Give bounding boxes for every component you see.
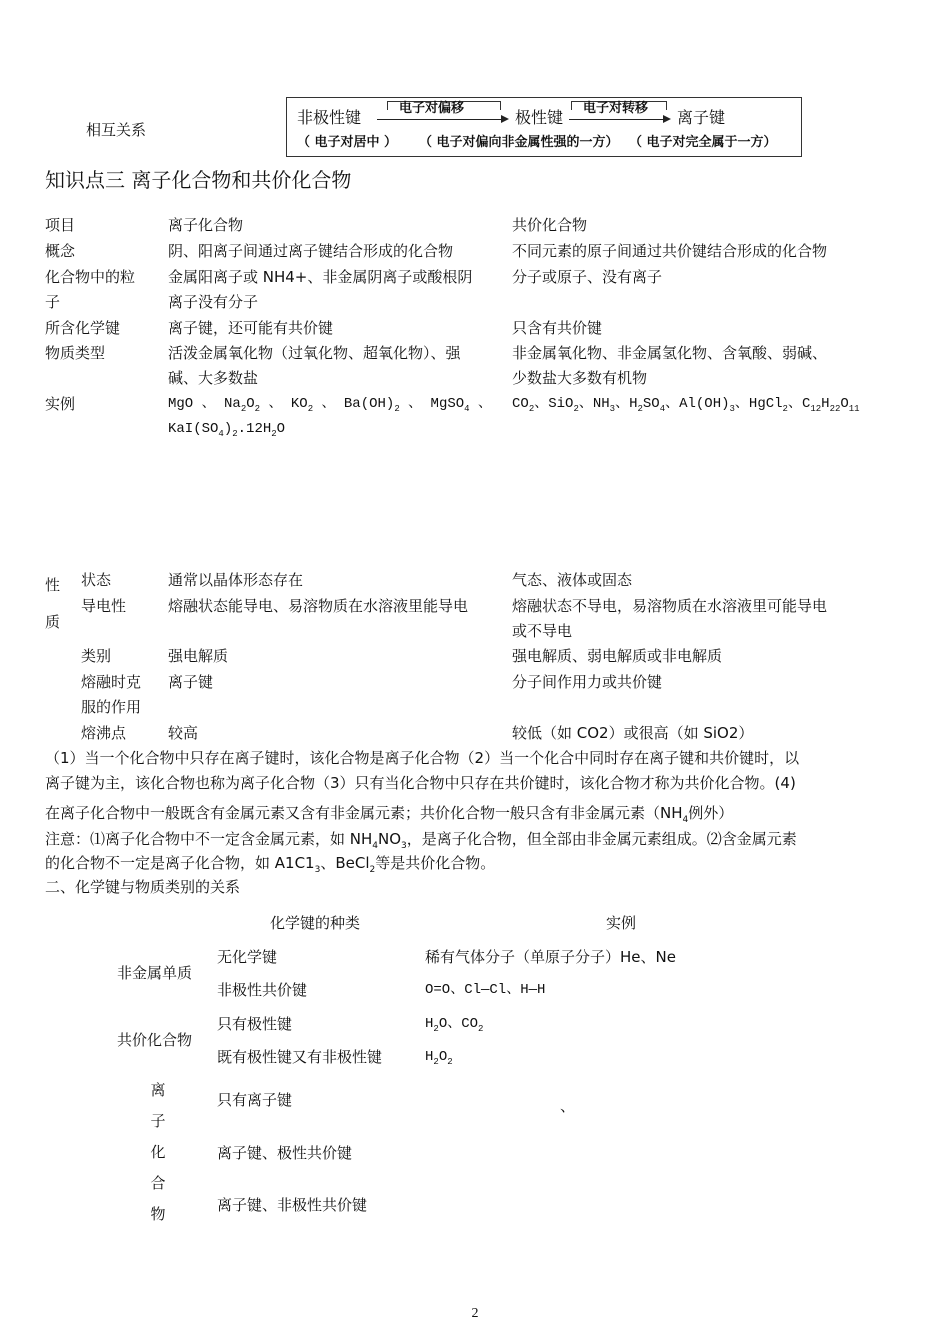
covalent-compound-label: 共价化合物 <box>117 1031 193 1049</box>
head-covalent: 共价化合物 <box>512 216 588 234</box>
ionic-only-example: 、 <box>560 1097 576 1115</box>
ex-sub: 4 <box>218 429 224 439</box>
ex-sub: 4 <box>659 404 666 414</box>
concept-label: 概念 <box>45 242 76 260</box>
arrow1-label: 电子对偏移 <box>399 101 465 116</box>
note-line-5c: 等是共价化合物。 <box>375 854 496 872</box>
state-label: 状态 <box>81 571 112 589</box>
note-line-5a: 的化合物不一定是离子化合物，如 A1C1 <box>45 854 315 872</box>
type-ionic-1: 活泼金属氧化物（过氧化物、超氧化物）、强 <box>168 344 461 362</box>
type-ionic-2: 碱、大多数盐 <box>168 369 259 387</box>
ex-h: H <box>425 1016 434 1032</box>
ex-sub: 2 <box>394 404 400 414</box>
nonpolar-bond-label: 非极性键 <box>297 108 362 127</box>
ex-sub: 2 <box>433 1057 439 1067</box>
ex-sub: 3 <box>729 404 735 414</box>
boil-covalent: 较低（如 CO2）或很高（如 SiO2） <box>512 724 754 742</box>
ex-h: H <box>629 396 638 412</box>
particles-ionic-1: 金属阳离子或 NH4+、非金属阴离子或酸根阴 <box>168 268 473 286</box>
head-ionic: 离子化合物 <box>168 216 244 234</box>
note-line-4 <box>45 829 797 849</box>
note-line-5-sub2: 2 <box>369 865 376 875</box>
ex-sep: 、 <box>615 396 630 412</box>
category-covalent: 强电解质、弱电解质或非电解质 <box>512 647 723 665</box>
property-label-1: 性 <box>45 576 61 594</box>
arrow-2 <box>569 119 669 120</box>
ex-c: C <box>801 396 811 412</box>
ex-sub: 2 <box>478 1024 484 1034</box>
melt-label-1: 熔融时克 <box>81 673 142 691</box>
melt-ionic: 离子键 <box>168 673 214 691</box>
melt-covalent: 分子间作用力或共价键 <box>512 673 663 691</box>
ex-sub: 22 <box>829 404 841 414</box>
note-shifted: （ 电子对偏向非金属性强的一方） <box>419 135 619 150</box>
note-line-3 <box>45 803 733 823</box>
note-line-4b: NO <box>378 830 402 848</box>
head-item: 项目 <box>45 216 76 234</box>
ex-sub: 2 <box>307 404 314 414</box>
ex-sep: 、 <box>477 396 492 412</box>
note-line-5b: 、BeCl <box>320 854 370 872</box>
note-line-4-sub2: 3 <box>401 841 407 851</box>
ex-paren: ) <box>223 421 233 437</box>
melt-label-2: 服的作用 <box>81 698 142 716</box>
particles-label-1: 化合物中的粒 <box>45 268 136 286</box>
note-transferred: （ 电子对完全属于一方） <box>629 135 777 150</box>
concept-ionic: 阴、阳离子间通过离子键结合形成的化合物 <box>168 242 454 260</box>
ex-o: O <box>438 1016 448 1032</box>
type-label: 物质类型 <box>45 344 106 362</box>
conduct-covalent-2: 或不导电 <box>512 622 573 640</box>
ex-al: Al(OH) <box>679 396 730 412</box>
ionic-nonpolar: 离子键、非极性共价键 <box>217 1196 368 1214</box>
ex-sep: 、 <box>534 396 549 412</box>
arrow-1 <box>377 119 507 120</box>
ex-sep: 、 <box>734 396 749 412</box>
note-line-4a: 注意：⑴离子化合物中不一定含金属元素，如 NH <box>45 830 373 848</box>
polar-only: 只有极性键 <box>217 1015 293 1033</box>
ex-o: O <box>276 421 286 437</box>
ex-sub: 12 <box>810 404 822 414</box>
particles-ionic-2: 离子没有分子 <box>168 293 259 311</box>
note-line-4c: ，是离子化合物，但全部由非金属元素组成。⑵含金属元素 <box>406 830 797 848</box>
note-line-2: 离子键为主，该化合物也称为离子化合物（3）只有当化合物中只存在共价键时，该化合物才称为共价化合物。(4) <box>45 774 796 792</box>
ex-sub: 3 <box>609 404 616 414</box>
ex-sep: 、 <box>201 396 216 412</box>
polar-example <box>425 1014 483 1034</box>
note-line-3-sub: 4 <box>682 815 689 825</box>
concept-covalent: 不同元素的原子间通过共价键结合形成的化合物 <box>512 242 828 260</box>
covalent-examples <box>512 394 860 414</box>
ex-so: SO <box>642 396 660 412</box>
example-header: 实例 <box>606 914 637 932</box>
ex-sub: 2 <box>447 1057 453 1067</box>
bonds-label: 所含化学键 <box>45 319 121 337</box>
state-ionic: 通常以晶体形态存在 <box>168 571 304 589</box>
ex-sub: 2 <box>528 404 535 414</box>
ex-o: O <box>299 396 308 412</box>
ex-h: H <box>821 396 830 412</box>
ex-sep: 、 <box>665 396 680 412</box>
ex-sub: 2 <box>271 429 277 439</box>
conduct-covalent-1: 熔融状态不导电，易溶物质在水溶液里可能导电 <box>512 597 828 615</box>
ionic-compound-label-char: 子 <box>150 1112 166 1130</box>
ionic-polar: 离子键、极性共价键 <box>217 1144 353 1162</box>
particles-label-2: 子 <box>45 293 61 311</box>
bonds-covalent: 只含有共价键 <box>512 319 603 337</box>
boil-label: 熔沸点 <box>81 724 127 742</box>
ex-mgo: MgO <box>168 396 194 412</box>
conduct-label: 导电性 <box>81 597 127 615</box>
note-line-3a: 在离子化合物中一般既含有金属元素又含有非金属元素；共价化合物一般只含有非金属元素（NH <box>45 804 683 822</box>
category-label: 类别 <box>81 647 112 665</box>
ex-o: O <box>840 396 849 412</box>
ex-ba: Ba(OH) <box>343 396 395 412</box>
section3-title: 知识点三 离子化合物和共价化合物 <box>45 168 352 192</box>
ionic-examples-line2 <box>168 419 285 439</box>
ex-sub: 2 <box>240 404 247 414</box>
boil-ionic: 较高 <box>168 724 199 742</box>
ex-sub: 2 <box>254 404 261 414</box>
nonpolar-example: O=O、Cl—Cl、H—H <box>425 982 546 998</box>
ionic-compound-label-char: 化 <box>150 1143 166 1161</box>
ex-kal: KaI(SO <box>168 421 219 437</box>
both-example <box>425 1047 453 1067</box>
ex-sub: 2 <box>573 404 579 414</box>
polar-and-nonpolar: 既有极性键又有非极性键 <box>217 1048 383 1066</box>
ex-sep: 、 <box>268 396 283 412</box>
ionic-compound-label-char: 合 <box>150 1174 166 1192</box>
example-label: 实例 <box>45 395 76 413</box>
bonds-ionic: 离子键，还可能有共价键 <box>168 319 334 337</box>
ex-h: H <box>425 1049 434 1065</box>
ex-sub: 2 <box>782 404 788 414</box>
ex-sub: 11 <box>848 404 860 414</box>
ex-sub: 2 <box>433 1024 439 1034</box>
ex-sep: 、 <box>408 396 423 412</box>
category-ionic: 强电解质 <box>168 647 229 665</box>
type-covalent-1: 非金属氧化物、非金属氢化物、含氧酸、弱碱、 <box>512 344 828 362</box>
note-line-1: （1）当一个化合物中只存在离子键时，该化合物是离子化合物（2）当一个化合中同时存在离子键和共价键时，以 <box>45 749 800 767</box>
ex-sub: 2 <box>232 429 238 439</box>
ionic-compound-label-char: 物 <box>150 1205 166 1223</box>
note-line-5-sub1: 3 <box>314 865 321 875</box>
ex-nh: NH <box>592 396 610 412</box>
ex-sep: 、 <box>321 396 336 412</box>
ex-k: K <box>290 396 300 412</box>
ex-sep: 、 <box>787 396 802 412</box>
ex-co: CO <box>512 396 529 412</box>
note-line-5 <box>45 853 495 873</box>
ex-mg: MgSO <box>430 396 465 412</box>
note-centered: （ 电子对居中 ） <box>297 135 398 150</box>
ex-sub: 2 <box>637 404 643 414</box>
ionic-only: 只有离子键 <box>217 1091 293 1109</box>
no-bond: 无化学键 <box>217 948 278 966</box>
ex-o: O <box>438 1049 448 1065</box>
ex-sio: SiO <box>548 396 574 412</box>
ex-h2o: .12H <box>237 421 272 437</box>
no-bond-example: 稀有气体分子（单原子分子）He、Ne <box>425 948 676 966</box>
particles-covalent: 分子或原子、没有离子 <box>512 268 663 286</box>
ex-sub: 4 <box>464 404 470 414</box>
ionic-examples-line1 <box>168 394 492 414</box>
nonmetal-element-label: 非金属单质 <box>117 964 193 982</box>
ex-o: O <box>246 396 255 412</box>
ex-sep: 、 <box>578 396 593 412</box>
ex-hgcl: HgCl <box>748 396 783 412</box>
page-number: 2 <box>471 1306 479 1321</box>
nonpolar-bond: 非极性共价键 <box>217 981 308 999</box>
bond-relation-diagram <box>286 97 802 157</box>
relation-label: 相互关系 <box>86 121 147 139</box>
ionic-bond-label: 离子键 <box>677 108 726 127</box>
section2-title: 二、化学键与物质类别的关系 <box>45 878 241 896</box>
state-covalent: 气态、液体或固态 <box>512 571 633 589</box>
polar-bond-label: 极性键 <box>515 108 564 127</box>
bond-kind-header: 化学键的种类 <box>270 914 361 932</box>
arrow2-label: 电子对转移 <box>583 101 649 116</box>
note-line-4-sub1: 4 <box>372 841 379 851</box>
type-covalent-2: 少数盐大多数有机物 <box>512 369 648 387</box>
ex-co: CO <box>461 1016 479 1032</box>
property-label-2: 质 <box>45 613 61 631</box>
conduct-ionic: 熔融状态能导电、易溶物质在水溶液里能导电 <box>168 597 469 615</box>
ex-na: Na <box>224 396 241 412</box>
ex-sep: 、 <box>447 1016 462 1032</box>
note-line-3b: 例外） <box>688 804 734 822</box>
ionic-compound-label-char: 离 <box>150 1081 166 1099</box>
